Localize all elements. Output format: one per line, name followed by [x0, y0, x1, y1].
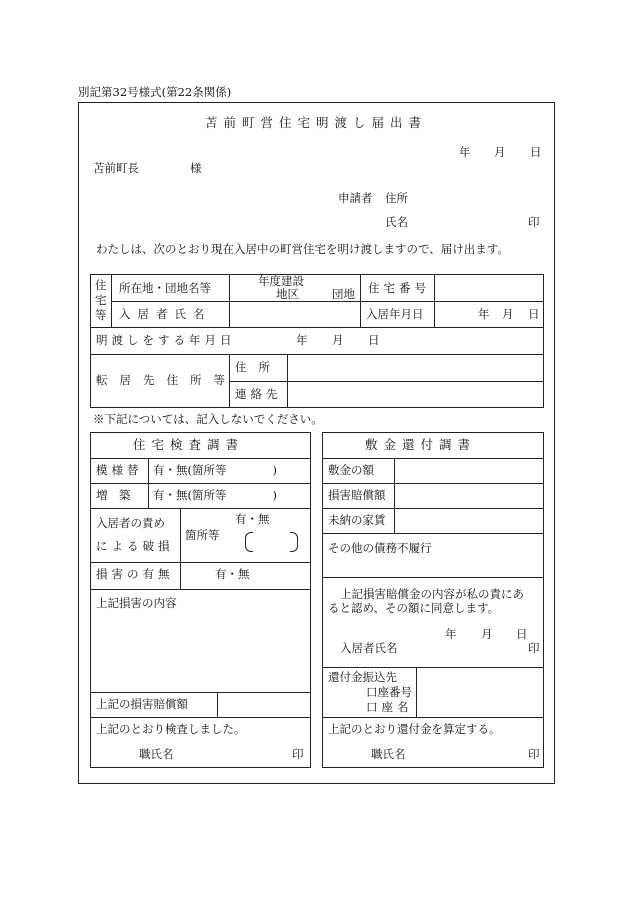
- consent-month: 月: [481, 627, 493, 641]
- deposit-title: 敷金還付調書: [365, 437, 477, 452]
- nendo-label: 年度建設: [258, 274, 304, 288]
- other-debt-label: その他の債務不履行: [328, 541, 432, 555]
- inspection-title: 住宅検査調書: [133, 437, 245, 452]
- applicant-label: 申請者: [338, 191, 373, 205]
- inspector-seal: 印: [292, 747, 304, 761]
- note-do-not-fill: ※下記については、記入しないでください。: [93, 412, 323, 426]
- housing-char-1: 住: [95, 278, 107, 292]
- consent-year: 年: [445, 627, 457, 641]
- damage-comp-label: 損害賠償額: [328, 488, 386, 502]
- contact-field[interactable]: [290, 385, 542, 405]
- consent-resident-name-label: 入居者氏名: [340, 641, 398, 655]
- damage-responsibility-line2: による破損: [96, 539, 174, 553]
- date-month: 月: [494, 145, 506, 159]
- damage-comp-field[interactable]: [397, 486, 541, 505]
- vacate-month: 月: [332, 333, 344, 347]
- damage-existence-value: 有・無: [215, 567, 250, 581]
- housing-char-3: 等: [95, 308, 107, 322]
- applicant-address-label: 住所: [385, 191, 408, 205]
- move-in-label: 入居年月日: [366, 307, 424, 321]
- inspector-name-label: 職氏名: [139, 747, 174, 761]
- unpaid-rent-field[interactable]: [397, 511, 541, 530]
- applicant-seal: 印: [528, 215, 540, 229]
- damage-ari-nashi: 有・無: [235, 512, 270, 526]
- unpaid-rent-label: 未納の家賃: [328, 513, 386, 527]
- vacate-date-label: 明渡しをする年月日: [96, 333, 236, 347]
- refund-account-line1: 還付金振込先: [328, 670, 397, 684]
- pattern-change-value: 有・無(箇所等 ): [153, 463, 277, 477]
- damage-location-label: 箇所等: [185, 528, 220, 542]
- resident-name-field[interactable]: [232, 305, 357, 325]
- inspected-statement: 上記のとおり検査しました。: [96, 722, 246, 736]
- move-in-year: 年: [478, 307, 490, 321]
- extension-value: 有・無(箇所等 ): [153, 488, 277, 502]
- form-title: 苫前町営住宅明渡し届出書: [205, 115, 428, 130]
- refund-account-line2: 口座番号: [366, 685, 412, 699]
- form-reference: 別記第32号様式(第22条関係): [78, 85, 232, 99]
- house-number-field[interactable]: [436, 279, 542, 299]
- move-in-month: 月: [502, 307, 514, 321]
- statement: わたしは、次のとおり現在入居中の町営住宅を明け渡しますので、届け出ます。: [96, 242, 509, 256]
- damage-content-label: 上記損害の内容: [96, 596, 177, 610]
- refund-account-line3: 口座名: [366, 700, 413, 714]
- damage-compensation-label: 上記の損害賠償額: [96, 697, 188, 711]
- resident-name-label: 入居者氏名: [119, 307, 212, 321]
- vacate-year: 年: [296, 333, 308, 347]
- addressee-honorific: 様: [190, 161, 202, 175]
- damage-responsibility-line1: 入居者の責め: [96, 516, 165, 530]
- danchi-label: 団地: [332, 287, 355, 301]
- new-address-field[interactable]: [290, 358, 542, 378]
- move-in-day: 日: [528, 307, 540, 321]
- new-address-sub-label: 住所: [235, 360, 282, 374]
- contact-label: 連絡先: [235, 387, 282, 401]
- deposit-amount-label: 敷金の額: [328, 463, 374, 477]
- damage-compensation-field[interactable]: [220, 695, 308, 714]
- vacate-day: 日: [368, 333, 380, 347]
- bracket-close: [290, 532, 298, 552]
- date-day: 日: [530, 145, 542, 159]
- calc-statement: 上記のとおり還付金を算定する。: [328, 722, 501, 736]
- deposit-amount-field[interactable]: [397, 461, 541, 480]
- consent-line2: ると認め、その額に同意します。: [328, 601, 500, 615]
- location-label: 所在地・団地名等: [119, 281, 211, 295]
- consent-line1: 上記損害賠償金の内容が私の責にあ: [340, 587, 524, 601]
- calculator-seal: 印: [528, 747, 540, 761]
- damage-existence-label: 損害の有無: [96, 567, 174, 581]
- consent-seal: 印: [528, 641, 540, 655]
- district-label: 地区: [276, 287, 299, 301]
- applicant-name-label: 氏名: [385, 215, 408, 229]
- bracket-open: [245, 532, 253, 552]
- damage-content-field[interactable]: [94, 614, 306, 688]
- extension-label: 増 築: [96, 488, 131, 502]
- refund-account-field[interactable]: [419, 670, 541, 714]
- housing-char-2: 宅: [95, 293, 107, 307]
- house-number-label: 住宅番号: [368, 281, 430, 295]
- damage-location-field[interactable]: [256, 532, 288, 552]
- new-address-label: 転居先住所等: [96, 373, 237, 387]
- pattern-change-label: 模様替: [96, 463, 143, 477]
- consent-day: 日: [516, 627, 528, 641]
- addressee: 苫前町長: [93, 161, 139, 175]
- calculator-name-label: 職氏名: [371, 747, 406, 761]
- date-year: 年: [459, 145, 471, 159]
